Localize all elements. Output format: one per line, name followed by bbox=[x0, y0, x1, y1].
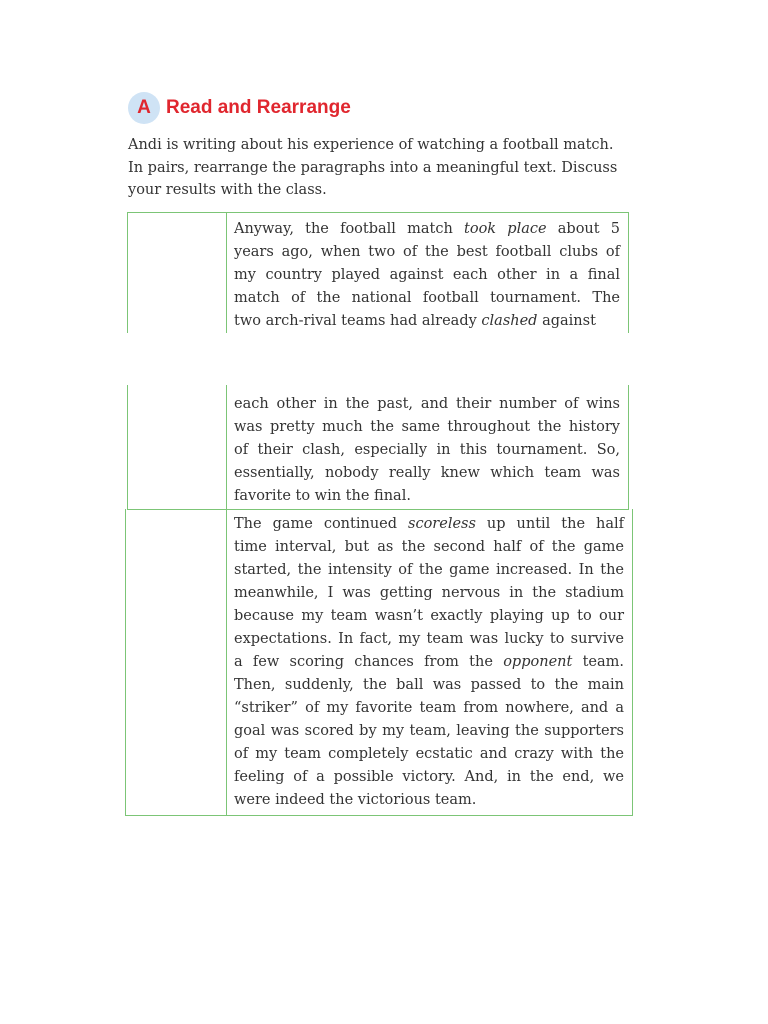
text-line bbox=[234, 439, 620, 462]
text-line bbox=[234, 485, 620, 508]
section-header bbox=[128, 92, 351, 124]
text-line bbox=[234, 241, 620, 264]
text-line bbox=[234, 513, 624, 536]
text-line bbox=[234, 697, 624, 720]
text-segment: against bbox=[537, 313, 596, 329]
text-line bbox=[234, 218, 620, 241]
text-segment: “striker” of my favorite team from nowhere, and a bbox=[234, 700, 624, 716]
instructions-line: your results with the class. bbox=[128, 182, 327, 198]
text-segment: meanwhile, I was getting nervous in the stadium bbox=[234, 585, 624, 601]
text-segment: match of the national football tournament. The bbox=[234, 290, 620, 306]
text-line bbox=[234, 628, 624, 651]
section-title: Read and Rearrange bbox=[166, 97, 351, 118]
text-line bbox=[234, 789, 624, 812]
emphasized-word: opponent bbox=[503, 654, 573, 670]
text-segment: were indeed the victorious team. bbox=[234, 792, 477, 808]
text-segment: two arch-rival teams had already bbox=[234, 313, 482, 329]
order-number-cell bbox=[128, 385, 227, 509]
paragraph-text bbox=[234, 513, 624, 812]
order-number-cell bbox=[126, 509, 227, 815]
text-segment: favorite to win the final. bbox=[234, 488, 411, 504]
paragraph-text bbox=[234, 218, 620, 333]
text-segment: up until the half bbox=[475, 516, 625, 532]
emphasized-word: took place bbox=[464, 221, 547, 237]
text-segment: because my team wasn’t exactly playing up to our bbox=[234, 608, 624, 624]
text-line bbox=[234, 674, 624, 697]
paragraph-block-1 bbox=[127, 212, 629, 333]
text-segment: Then, suddenly, the ball was passed to the main bbox=[234, 677, 624, 693]
paragraph-block-2 bbox=[125, 509, 633, 816]
text-line bbox=[234, 605, 624, 628]
section-badge bbox=[128, 92, 160, 124]
emphasized-word: scoreless bbox=[408, 516, 476, 532]
text-segment: of their clash, especially in this tournament. So, bbox=[234, 442, 620, 458]
instructions-line: In pairs, rearrange the paragraphs into a meaningful text. Discuss bbox=[128, 159, 618, 176]
instructions-line: Andi is writing about his experience of watching a football match. bbox=[128, 137, 614, 153]
order-number-cell bbox=[128, 213, 227, 333]
text-segment: a few scoring chances from the bbox=[234, 654, 504, 670]
text-segment: years ago, when two of the best football clubs of bbox=[234, 244, 620, 260]
paragraph-text bbox=[234, 393, 620, 508]
section-badge-letter: A bbox=[137, 97, 151, 118]
text-segment: The game continued bbox=[234, 516, 409, 532]
text-line bbox=[234, 264, 620, 287]
text-segment: feeling of a possible victory. And, in the end, we bbox=[234, 769, 624, 785]
text-line bbox=[234, 287, 620, 310]
text-segment: goal was scored by my team, leaving the supporters bbox=[234, 723, 624, 739]
instructions bbox=[128, 134, 638, 202]
text-segment: team. bbox=[572, 654, 624, 670]
text-line bbox=[234, 582, 624, 605]
text-segment: my country played against each other in a final bbox=[234, 267, 620, 283]
text-segment: was pretty much the same throughout the history bbox=[234, 419, 620, 435]
text-line bbox=[234, 559, 624, 582]
text-segment: time interval, but as the second half of the game bbox=[234, 539, 624, 555]
text-segment: expectations. In fact, my team was lucky to survive bbox=[234, 631, 624, 647]
text-segment: essentially, nobody really knew which team was bbox=[234, 465, 620, 481]
text-line bbox=[234, 743, 624, 766]
text-line bbox=[234, 462, 620, 485]
text-line bbox=[234, 393, 620, 416]
paragraph-block-1-continued bbox=[127, 385, 629, 510]
text-segment: Anyway, the football match bbox=[234, 221, 465, 237]
text-segment: of my team completely ecstatic and crazy with the bbox=[234, 746, 624, 762]
text-line bbox=[234, 536, 624, 559]
text-segment: started, the intensity of the game increased. In the bbox=[234, 562, 624, 578]
text-line bbox=[234, 310, 620, 333]
text-line bbox=[234, 416, 620, 439]
text-segment: each other in the past, and their number of wins bbox=[234, 396, 620, 412]
text-line bbox=[234, 651, 624, 674]
text-segment: about 5 bbox=[546, 221, 621, 237]
text-line bbox=[234, 766, 624, 789]
text-line bbox=[234, 720, 624, 743]
emphasized-word: clashed bbox=[481, 313, 538, 329]
